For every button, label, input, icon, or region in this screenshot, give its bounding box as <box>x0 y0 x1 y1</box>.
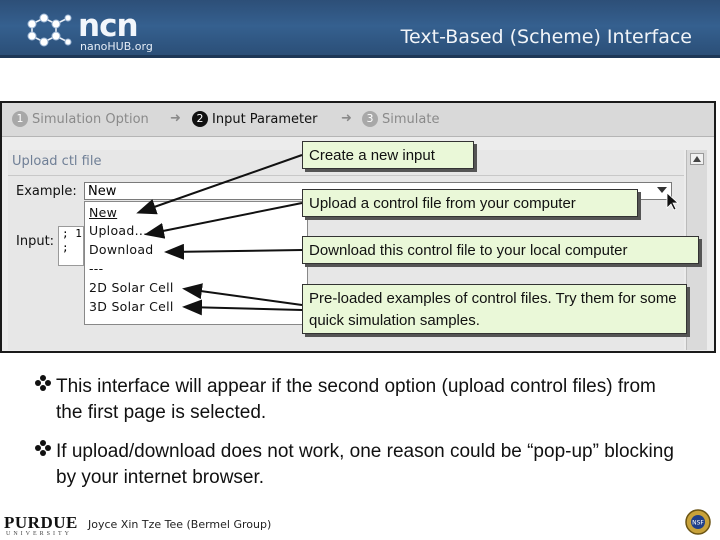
step-input-parameter[interactable] <box>192 111 317 127</box>
logo-text: ncn <box>78 8 138 44</box>
step-number: 3 <box>362 111 378 127</box>
chevron-down-icon[interactable] <box>657 187 667 193</box>
panel-title: Upload ctl file <box>12 154 102 169</box>
option-new[interactable]: New <box>89 205 118 220</box>
scroll-up-icon[interactable] <box>690 153 704 165</box>
svg-text:NSF: NSF <box>692 519 704 527</box>
option-3d-solar-cell[interactable]: 3D Solar Cell <box>89 299 174 314</box>
arrow-right-icon: ➜ <box>341 111 352 126</box>
step-label: Input Parameter <box>212 111 318 127</box>
page-title: Text-Based (Scheme) Interface <box>400 26 692 48</box>
step-label: Simulate <box>382 111 440 127</box>
example-select-value: New <box>88 184 117 199</box>
step-simulate[interactable] <box>362 111 439 127</box>
ncn-logo <box>22 8 162 54</box>
callout-upload: Upload a control file from your computer <box>302 189 638 217</box>
author-credit: Joyce Xin Tze Tee (Bermel Group) <box>88 518 272 531</box>
bullet-point <box>34 439 694 491</box>
option-upload[interactable]: Upload... <box>89 223 148 238</box>
input-line: ; 1 <box>62 227 82 240</box>
molecule-icon <box>22 8 76 52</box>
header-banner <box>0 0 720 58</box>
diamond-bullet-icon <box>34 439 52 465</box>
example-dropdown-list <box>84 201 308 325</box>
arrow-right-icon: ➜ <box>170 111 181 126</box>
callout-new: Create a new input <box>302 141 474 169</box>
option-2d-solar-cell[interactable]: 2D Solar Cell <box>89 280 174 295</box>
step-bar <box>2 103 714 137</box>
input-textarea[interactable] <box>58 226 84 266</box>
diamond-bullet-icon <box>34 374 52 400</box>
input-line: ; <box>62 241 69 254</box>
purdue-logo: PURDUE <box>4 513 78 532</box>
step-number: 1 <box>12 111 28 127</box>
option-separator: --- <box>89 261 104 276</box>
bullet-text: If upload/download does not work, one reason could be “pop-up” blocking by your internet browser. <box>56 441 674 488</box>
purdue-logo-sub: UNIVERSITY <box>6 531 72 537</box>
step-number: 2 <box>192 111 208 127</box>
divider <box>8 175 684 176</box>
example-label: Example: <box>16 184 77 199</box>
bullet-point <box>34 374 674 426</box>
option-download[interactable]: Download <box>89 242 154 257</box>
nsf-logo-icon <box>684 508 712 536</box>
step-simulation-option[interactable] <box>12 111 149 127</box>
callout-download: Download this control file to your local computer <box>302 236 699 264</box>
callout-examples: Pre-loaded examples of control files. Try them for some quick simulation samples. <box>302 284 687 334</box>
bullet-text: This interface will appear if the second option (upload control files) from the first page is selected. <box>56 376 656 423</box>
step-label: Simulation Option <box>32 111 149 127</box>
input-label: Input: <box>16 234 55 249</box>
logo-subtext: nanoHUB.org <box>80 40 153 53</box>
